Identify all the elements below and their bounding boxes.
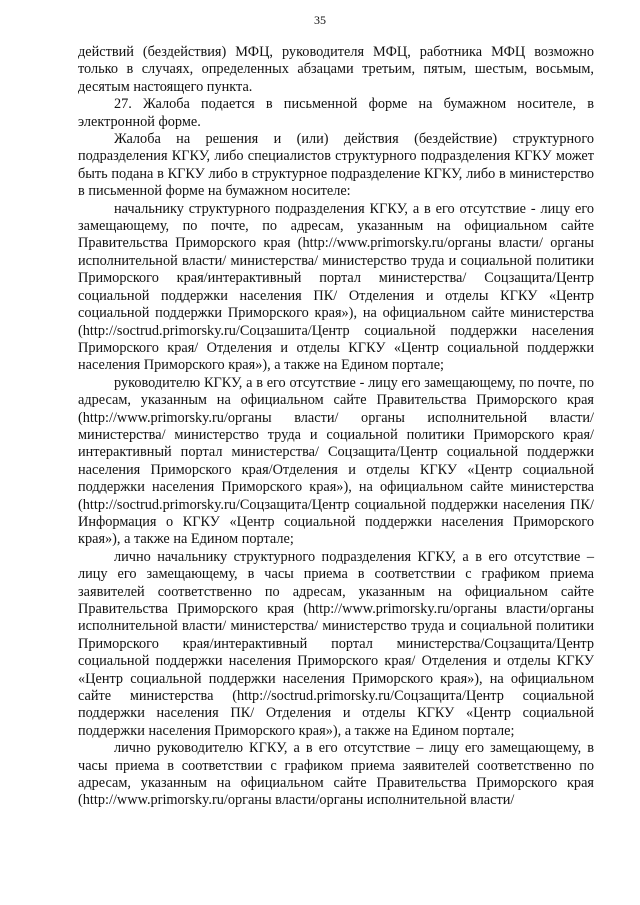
page-number: 35: [314, 13, 326, 27]
document-body: [78, 44, 594, 810]
paragraph-continuation: действий (бездействия) МФЦ, руководителя МФЦ, работника МФЦ возможно только в случаях, определенных абзацами третьим, пятым, шестым, восьмым, десятым настоящего пункта.: [78, 44, 594, 95]
paragraph-director-by-mail: руководителю КГКУ, а в его отсутствие - лицу его замещающему, по почте, по адресам, указанным на официальном сайте Правительства Приморского края (http://www.primorsky.ru/органы власти/ органы исполнительной власти/ министерства/ министерство труда и социальной политики Приморского края/интерактивный портал министерства/ Соцзащита/Центр социальной поддержки населения Приморского края/Отделения и отделы КГКУ «Центр социальной поддержки населения Приморского края»), на официальном сайте министерства (http://soctrud.primorsky.ru/Соцзащита/Центр социальной поддержки населения ПК/Информация о КГКУ «Центр социальной поддержки населения Приморского края»), а также на Едином портале;: [78, 374, 594, 548]
paragraph-director-in-person: лично руководителю КГКУ, а в его отсутствие – лицу его замещающему, в часы приема в соответствии с графиком приема заявителей соответственно по адресам, указанным на официальном сайте Правительства Приморского края (http://www.primorsky.ru/органы власти/органы исполнительной власти/: [78, 740, 594, 809]
paragraph-item-27: 27. Жалоба подается в письменной форме на бумажном носителе, в электронной форме.: [78, 96, 594, 130]
paragraph-head-of-subdivision-by-mail: начальнику структурного подразделения КГКУ, а в его отсутствие - лицу его замещающему, по почте, по адресам, указанным на официальном сайте Правительства Приморского края (http://www.primorsky.ru/органы власти/ органы исполнительной власти/ министерства/ министерство труда и социальной политики Приморского края/интерактивный портал министерства/ Соцзащита/Центр социальной поддержки населения ПК/ Отделения и отделы КГКУ «Центр социальной поддержки Приморского края»), на официальном сайте министерства (http://soctrud.primorsky.ru/Соцзашита/Центр социальной поддержки населения Приморского края/ Отделения и отделы КГКУ «Центр социальной поддержки населения Приморского края»), а также на Едином портале;: [78, 200, 594, 374]
paragraph-head-of-subdivision-in-person: лично начальнику структурного подразделения КГКУ, а в его отсутствие – лицу его замещающему, в часы приема в соответствии с графиком приема заявителей соответственно по адресам, указанным на официальном сайте Правительства Приморского края (http://www.primorsky.ru/органы власти/органы исполнительной власти/ министерства/ министерство труда и социальной политики Приморского края/интерактивный портал министерства/Соцзащита/Центр социальной поддержки населения Приморского края/ Отделения и отделы КГКУ «Центр социальной поддержки населения Приморского края»), на официальном сайте министерства (http://soctrud.primorsky.ru/Соцзащита/Центр социальной поддержки населения ПК/ Отделения и отделы КГКУ «Центр социальной поддержки населения Приморского края»), а также на Едином портале;: [78, 548, 594, 739]
paragraph-complaint-submission: Жалоба на решения и (или) действия (бездействие) структурного подразделения КГКУ, либо специалистов структурного подразделения КГКУ может быть подана в КГКУ либо в структурное подразделение КГКУ, либо в министерство в письменной форме на бумажном носителе:: [78, 131, 594, 200]
